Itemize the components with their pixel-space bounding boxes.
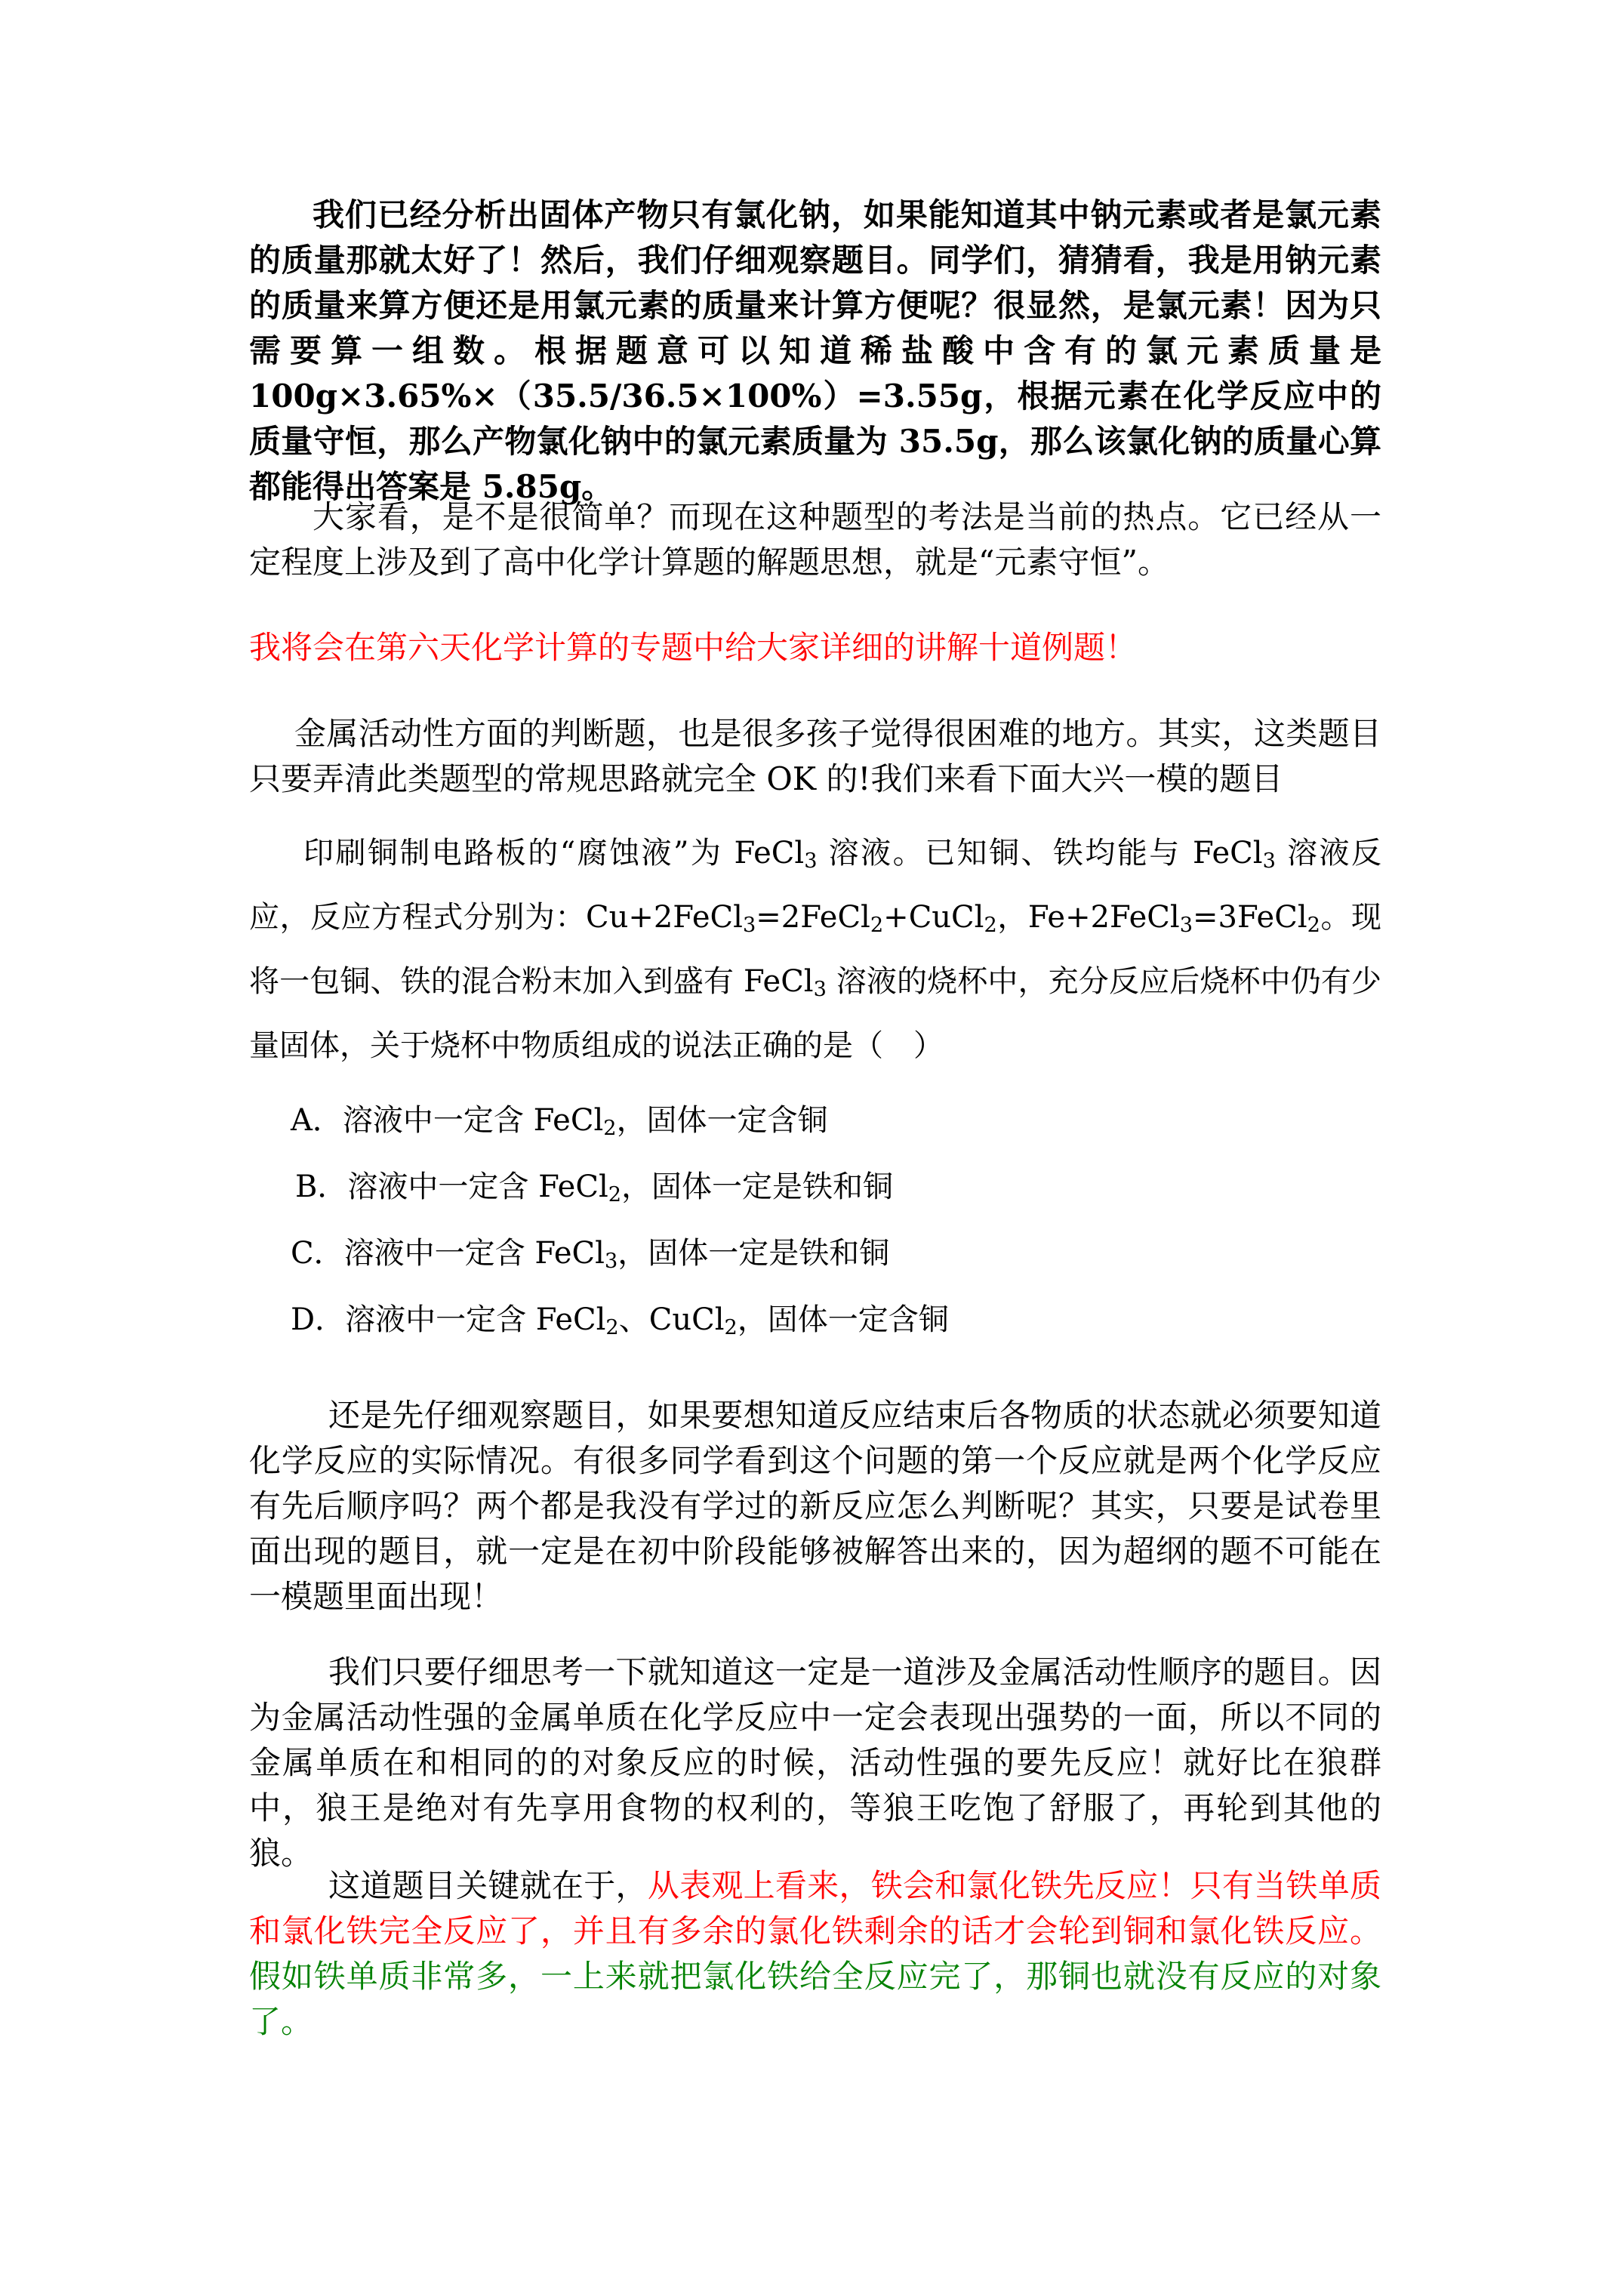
para-observe-question: 还是先仔细观察题目，如果要想知道反应结束后各物质的状态就必须要知道化学反应的实际情况。有很多同学看到这个问题的第一个反应就是两个化学反应有先后顺序吗？两个都是我没有学过的新反应怎么判断呢？其实，只要是试卷里面出现的题目，就一定是在初中阶段能够被解答出来的，因为超纲的题不可能在一模题里面出现！ [249, 1397, 1381, 1615]
option-a: A．溶液中一定含 FeCl$_2$，固体一定含铜 [291, 1103, 828, 1140]
red-heading-block [249, 625, 1381, 670]
paragraph-hotspot [249, 495, 1381, 585]
option-b: B．溶液中一定含 FeCl$_2$，固体一定是铁和铜 [295, 1170, 894, 1207]
paragraph-observe [249, 1393, 1381, 1620]
option-c: C．溶液中一定含 FeCl$_3$，固体一定是铁和铜 [291, 1236, 890, 1273]
paragraph-metal-activity-intro [249, 711, 1381, 802]
paragraph-element-conservation [249, 193, 1381, 510]
para-activity-order: 我们只要仔细思考一下就知道这一定是一道涉及金属活动性顺序的题目。因为金属活动性强的金属单质在化学反应中一定会表现出强势的一面，所以不同的金属单质在和相同的的对象反应的时候，活动性强的要先反应！就好比在狼群中，狼王是绝对有先享用食物的权利的，等狼王吃饱了舒服了，再轮到其他的狼。 [249, 1653, 1381, 1872]
para-simple-summary: 大家看，是不是很简单？而现在这种题型的考法是当前的热点。它已经从一定程度上涉及到了高中化学计算题的解题思想，就是“元素守恒”。 [249, 498, 1381, 581]
key-point-green: 假如铁单质非常多，一上来就把氯化铁给全反应完了，那铜也就没有反应的对象了。 [249, 1958, 1381, 2040]
paragraph-key-point [249, 1863, 1381, 2045]
para-metal-activity: 金属活动性方面的判断题，也是很多孩子觉得很困难的地方。其实，这类题目只要弄清此类题型的常规思路就完全 OK 的!我们来看下面大兴一模的题目 [249, 715, 1381, 797]
para-key-point: 这道题目关键就在于，从表观上看来，铁会和氯化铁先反应！只有当铁单质和氯化铁完全反应了，并且有多余的氯化铁剩余的话才会轮到铜和氯化铁反应。假如铁单质非常多，一上来就把氯化铁给全反应完了，那铜也就没有反应的对象了。 [249, 1867, 1381, 2040]
paragraph-activity-order [249, 1650, 1381, 1876]
options-list [291, 1087, 1423, 1353]
para-chlorine-calculation: 我们已经分析出固体产物只有氯化钠，如果能知道其中钠元素或者是氯元素的质量那就太好了！然后，我们仔细观察题目。同学们，猜猜看，我是用钠元素的质量来算方便还是用氯元素的质量来计算方便呢？很显然，是氯元素！因为只需要算一组数。根据题意可以知道稀盐酸中含有的氯元素质量是 100g×3.65%×（35.5/36.5×100%）=3.55g，根据元素在化学反应中的质量守恒，那么产物氯化钠中的氯元素质量为 35.5g，那么该氯化钠的质量心算都能得出答案是 5.85g。 [249, 196, 1381, 505]
question-stem: 印刷铜制电路板的“腐蚀液”为 FeCl$_3$ 溶液。已知铜、铁均能与 FeCl$_3$ 溶液反应，反应方程式分别为：Cu+2FeCl$_3$=2FeCl$_2$+CuCl$_2$，Fe+2FeCl$_3$=3FeCl$_2$。现将一包铜、铁的混合粉末加入到盛有 FeCl$_3$ 溶液的烧杯中，充分反应后烧杯中仍有少量固体，关于烧杯中物质组成的说法正确的是（ ） [249, 836, 1382, 1063]
red-heading: 我将会在第六天化学计算的专题中给大家详细的讲解十道例题！ [249, 629, 1138, 666]
key-point-red: 从表观上看来，铁会和氯化铁先反应！只有当铁单质和氯化铁完全反应了，并且有多余的氯化铁剩余的话才会轮到铜和氯化铁反应。 [249, 1867, 1381, 1949]
question-block [249, 821, 1381, 1078]
option-d: D．溶液中一定含 FeCl$_2$、CuCl$_2$，固体一定含铜 [291, 1302, 949, 1339]
